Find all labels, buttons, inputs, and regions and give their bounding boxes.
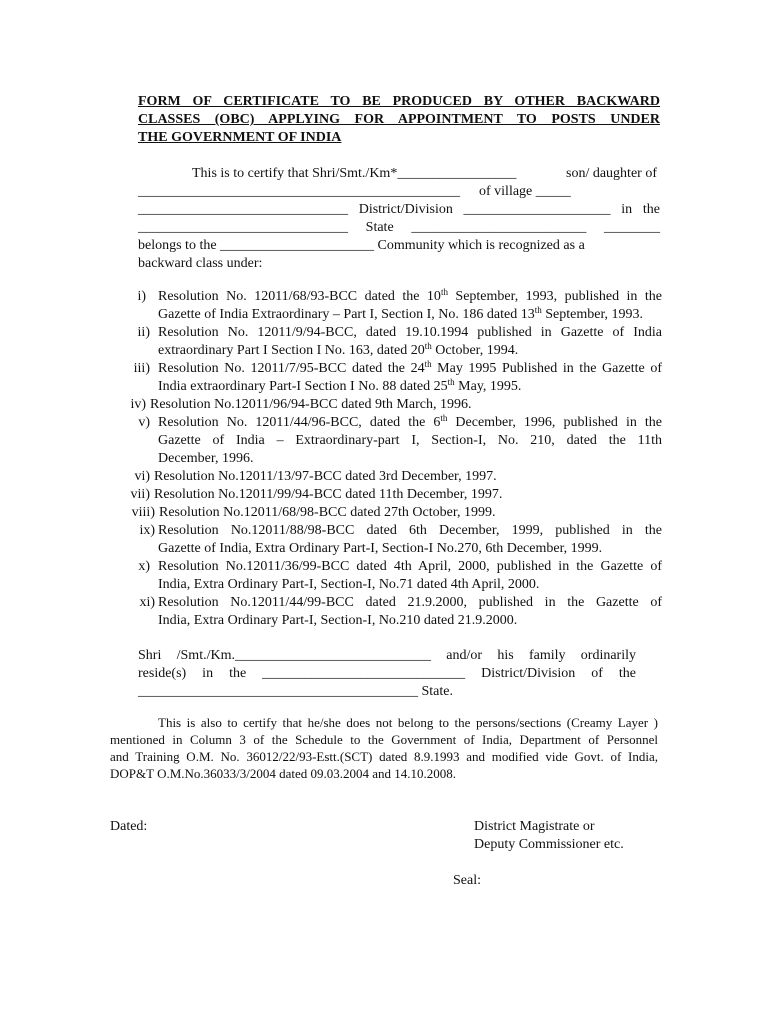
officer-title-2: Deputy Commissioner etc. [474, 837, 624, 852]
reside-line-3: ________________________________________ State. [138, 684, 453, 699]
dated-label: Dated: [110, 819, 148, 834]
resolution-line: December, 1996. [158, 451, 254, 466]
title-line-2: CLASSES (OBC) APPLYING FOR APPOINTMENT TO POSTS UNDER [138, 112, 660, 127]
resolution-line: India, Extra Ordinary Part-I, Section-I, No.71 dated 4th April, 2000. [158, 577, 540, 592]
creamy-line-3: and Training O.M. No. 36012/22/93-Estt.(SCT) dated 8.9.1993 and modified vide Govt. of India, [110, 749, 658, 764]
seal-label: Seal: [453, 873, 481, 888]
resolution-line: Gazette of India – Extraordinary-part I, Section-I, No. 210, dated the 11th [158, 433, 662, 448]
resolution-number: ii) [137, 325, 150, 340]
resolution-text [158, 414, 662, 468]
title-line-1: FORM OF CERTIFICATE TO BE PRODUCED BY OTHER BACKWARD [138, 94, 660, 109]
resolution-text [154, 468, 658, 486]
resolution-number: v) [138, 415, 150, 430]
resolution-number: viii) [131, 505, 155, 520]
creamy-line-1: This is also to certify that he/she does not belong to the persons/sections (Creamy Layer ) [158, 715, 658, 730]
intro-line-2a: ______________________________________________ [138, 184, 460, 199]
resolution-line: Resolution No.12011/99/94-BCC dated 11th December, 1997. [154, 487, 503, 502]
resolution-text [150, 396, 654, 414]
resolution-text [158, 360, 662, 396]
resolution-number: x) [138, 559, 150, 574]
resolution-line: extraordinary Part I Section I No. 163, dated 20th October, 1994. [158, 341, 519, 358]
resolution-text [158, 324, 662, 360]
resolution-line: Gazette of India, Extra Ordinary Part-I, Section-I No.270, 6th December, 1999. [158, 541, 603, 556]
intro-line-1a: This is to certify that Shri/Smt./Km*_________________ [192, 166, 517, 181]
resolution-number: xi) [139, 595, 155, 610]
resolution-text [158, 558, 662, 594]
resolution-line: Resolution No.12011/96/94-BCC dated 9th March, 1996. [150, 397, 472, 412]
resolution-text [159, 504, 663, 522]
resolution-line: Resolution No.12011/88/98-BCC dated 6th December, 1999, published in the [158, 523, 662, 538]
resolution-text [158, 594, 662, 630]
resolution-text [154, 486, 658, 504]
resolution-number: iv) [130, 397, 146, 412]
resolution-line: Resolution No.12011/13/97-BCC dated 3rd December, 1997. [154, 469, 497, 484]
intro-line-5: belongs to the ______________________ Community which is recognized as a [138, 238, 585, 253]
intro-line-1b: son/ daughter of [566, 166, 657, 181]
intro-line-6: backward class under: [138, 256, 263, 271]
resolution-number: vi) [134, 469, 150, 484]
resolution-line: Resolution No. 12011/68/93-BCC dated the 10th September, 1993, published in the [158, 287, 662, 304]
resolution-line: Resolution No.12011/68/98-BCC dated 27th October, 1999. [159, 505, 496, 520]
title-line-3: THE GOVERNMENT OF INDIA [138, 130, 342, 145]
intro-line-3: ______________________________ District/Division _____________________ in the [138, 202, 660, 217]
resolution-number: vii) [130, 487, 150, 502]
creamy-layer-paragraph [110, 714, 658, 782]
resolution-text [158, 522, 662, 558]
resolution-line: Resolution No.12011/36/99-BCC dated 4th April, 2000, published in the Gazette of [158, 559, 662, 574]
resolution-line: Resolution No. 12011/44/96-BCC, dated the 6th December, 1996, published in the [158, 413, 662, 430]
resolution-line: Resolution No. 12011/9/94-BCC, dated 19.10.1994 published in Gazette of India [158, 325, 662, 340]
creamy-line-4: DOP&T O.M.No.36033/3/2004 dated 09.03.2004 and 14.10.2008. [110, 766, 457, 781]
resolution-line: Resolution No.12011/44/99-BCC dated 21.9.2000, published in the Gazette of [158, 595, 662, 610]
officer-title-1: District Magistrate or [474, 819, 595, 834]
resolution-number: i) [137, 289, 146, 304]
intro-line-2b: of village _____ [479, 184, 571, 199]
resolution-number: ix) [139, 523, 155, 538]
intro-line-4: ______________________________ State _________________________ ________ [138, 220, 660, 235]
resolution-line: Resolution No. 12011/7/95-BCC dated the 24th May 1995 Published in the Gazette of [158, 359, 662, 376]
resolution-line: Gazette of India Extraordinary – Part I, Section I, No. 186 dated 13th September, 1993. [158, 305, 644, 322]
reside-line-1: Shri /Smt./Km.____________________________ and/or his family ordinarily [138, 648, 636, 663]
resolution-number: iii) [133, 361, 150, 376]
resolution-line: India, Extra Ordinary Part-I, Section-I, No.210 dated 21.9.2000. [158, 613, 518, 628]
resolution-text [158, 288, 662, 324]
form-title [138, 93, 660, 147]
resolution-line: India extraordinary Part-I Section I No. 88 dated 25th May, 1995. [158, 377, 522, 394]
reside-line-2: reside(s) in the _____________________________ District/Division of the [138, 666, 636, 681]
creamy-line-2: mentioned in Column 3 of the Schedule to the Government of India, Department of Personnel [110, 732, 658, 747]
